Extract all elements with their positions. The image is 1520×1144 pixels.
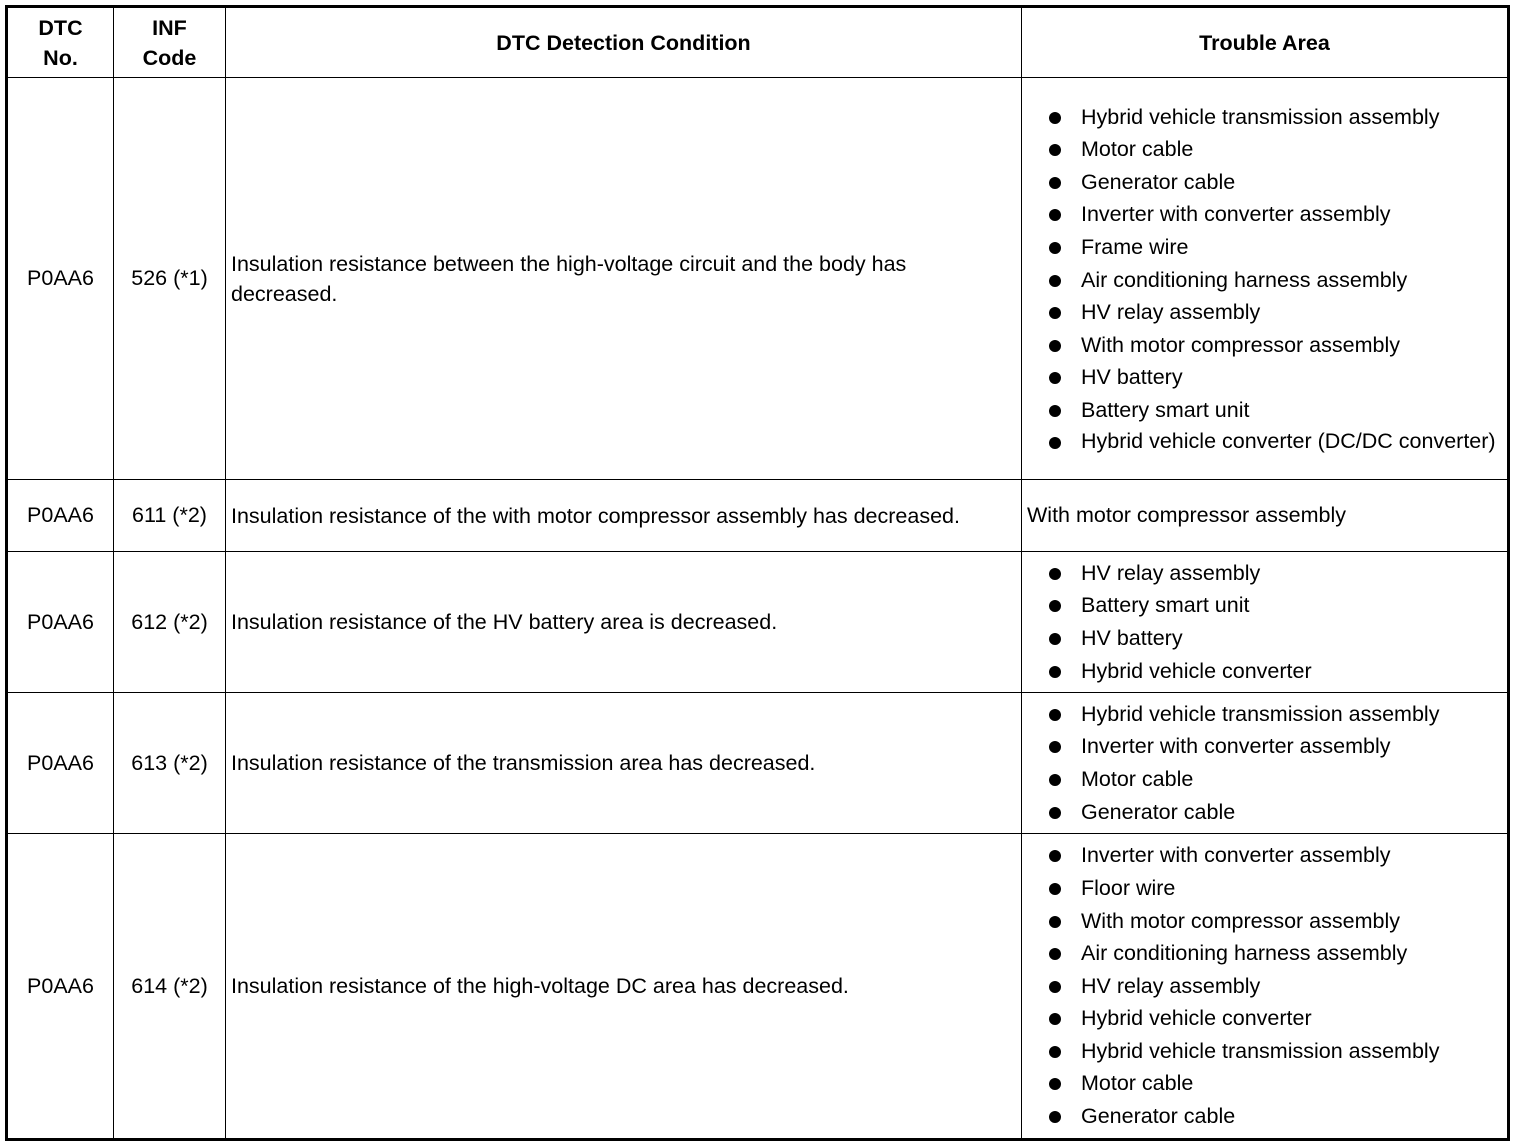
list-item: HV relay assembly [1027, 557, 1502, 590]
bullet-icon [1049, 883, 1061, 895]
header-dtc-no: DTC No. [7, 7, 114, 78]
bullet-icon [1049, 1046, 1061, 1058]
list-item: With motor compressor assembly [1027, 905, 1502, 938]
bullet-icon [1049, 948, 1061, 960]
list-item: HV relay assembly [1027, 970, 1502, 1003]
list-item: Hybrid vehicle converter [1027, 655, 1502, 688]
header-trouble-area: Trouble Area [1022, 7, 1509, 78]
header-detection-condition: DTC Detection Condition [226, 7, 1022, 78]
trouble-area-cell: With motor compressor assembly [1022, 480, 1509, 552]
dtc-cell: P0AA6 [7, 552, 114, 693]
list-item: Air conditioning harness assembly [1027, 937, 1502, 970]
condition-cell: Insulation resistance of the HV battery area is decreased. [226, 552, 1022, 693]
list-item: HV relay assembly [1027, 296, 1502, 329]
dtc-cell: P0AA6 [7, 78, 114, 480]
bullet-icon [1049, 1013, 1061, 1025]
list-item: Inverter with converter assembly [1027, 198, 1502, 231]
bullet-icon [1049, 209, 1061, 221]
list-item: Hybrid vehicle transmission assembly [1027, 698, 1502, 731]
bullet-icon [1049, 242, 1061, 254]
inf-code-cell: 612 (*2) [114, 552, 226, 693]
list-item: Motor cable [1027, 1067, 1502, 1100]
header-row [7, 7, 1509, 78]
bullet-icon [1049, 405, 1061, 417]
bullet-icon [1049, 709, 1061, 721]
table-row [7, 480, 1509, 552]
bullet-icon [1049, 568, 1061, 580]
dtc-cell: P0AA6 [7, 480, 114, 552]
bullet-icon [1049, 372, 1061, 384]
list-item: Generator cable [1027, 1100, 1502, 1133]
list-item: Generator cable [1027, 796, 1502, 829]
bullet-icon [1049, 807, 1061, 819]
dtc-cell: P0AA6 [7, 693, 114, 834]
bullet-icon [1049, 307, 1061, 319]
bullet-icon [1049, 981, 1061, 993]
list-item: Inverter with converter assembly [1027, 839, 1502, 872]
bullet-icon [1049, 112, 1061, 124]
list-item: Hybrid vehicle transmission assembly [1027, 1035, 1502, 1068]
bullet-icon [1049, 177, 1061, 189]
trouble-area-list [1027, 101, 1502, 457]
list-item: Motor cable [1027, 763, 1502, 796]
bullet-icon [1049, 1078, 1061, 1090]
table-row [7, 834, 1509, 1140]
condition-cell: Insulation resistance of the with motor compressor assembly has decreased. [226, 480, 1022, 552]
trouble-area-cell [1022, 552, 1509, 693]
bullet-icon [1049, 633, 1061, 645]
condition-cell: Insulation resistance of the high-voltage DC area has decreased. [226, 834, 1022, 1140]
inf-code-cell: 613 (*2) [114, 693, 226, 834]
list-item: Air conditioning harness assembly [1027, 264, 1502, 297]
list-item: Hybrid vehicle converter [1027, 1002, 1502, 1035]
list-item: Hybrid vehicle converter (DC/DC converter) [1027, 426, 1502, 456]
bullet-icon [1049, 741, 1061, 753]
dtc-table [5, 5, 1510, 1141]
bullet-icon [1049, 144, 1061, 156]
bullet-icon [1049, 774, 1061, 786]
list-item: With motor compressor assembly [1027, 329, 1502, 362]
table-row [7, 78, 1509, 480]
list-item: HV battery [1027, 622, 1502, 655]
trouble-area-list [1027, 839, 1502, 1132]
bullet-icon [1049, 850, 1061, 862]
list-item: Battery smart unit [1027, 394, 1502, 427]
trouble-area-cell [1022, 78, 1509, 480]
list-item: Battery smart unit [1027, 589, 1502, 622]
header-inf-code: INF Code [114, 7, 226, 78]
condition-cell: Insulation resistance between the high-voltage circuit and the body has decreased. [226, 78, 1022, 480]
inf-code-cell: 611 (*2) [114, 480, 226, 552]
list-item: Frame wire [1027, 231, 1502, 264]
bullet-icon [1049, 1111, 1061, 1123]
trouble-area-cell [1022, 693, 1509, 834]
bullet-icon [1049, 275, 1061, 287]
dtc-cell: P0AA6 [7, 834, 114, 1140]
bullet-icon [1049, 600, 1061, 612]
list-item: HV battery [1027, 361, 1502, 394]
table-row [7, 552, 1509, 693]
trouble-area-list [1027, 698, 1502, 828]
list-item: Hybrid vehicle transmission assembly [1027, 101, 1502, 134]
trouble-area-cell [1022, 834, 1509, 1140]
list-item: Motor cable [1027, 133, 1502, 166]
inf-code-cell: 526 (*1) [114, 78, 226, 480]
bullet-icon [1049, 340, 1061, 352]
inf-code-cell: 614 (*2) [114, 834, 226, 1140]
bullet-icon [1049, 666, 1061, 678]
bullet-icon [1049, 916, 1061, 928]
table-row [7, 693, 1509, 834]
list-item: Inverter with converter assembly [1027, 730, 1502, 763]
bullet-icon [1049, 437, 1061, 449]
list-item: Floor wire [1027, 872, 1502, 905]
condition-cell: Insulation resistance of the transmission area has decreased. [226, 693, 1022, 834]
list-item: Generator cable [1027, 166, 1502, 199]
trouble-area-list [1027, 557, 1502, 687]
